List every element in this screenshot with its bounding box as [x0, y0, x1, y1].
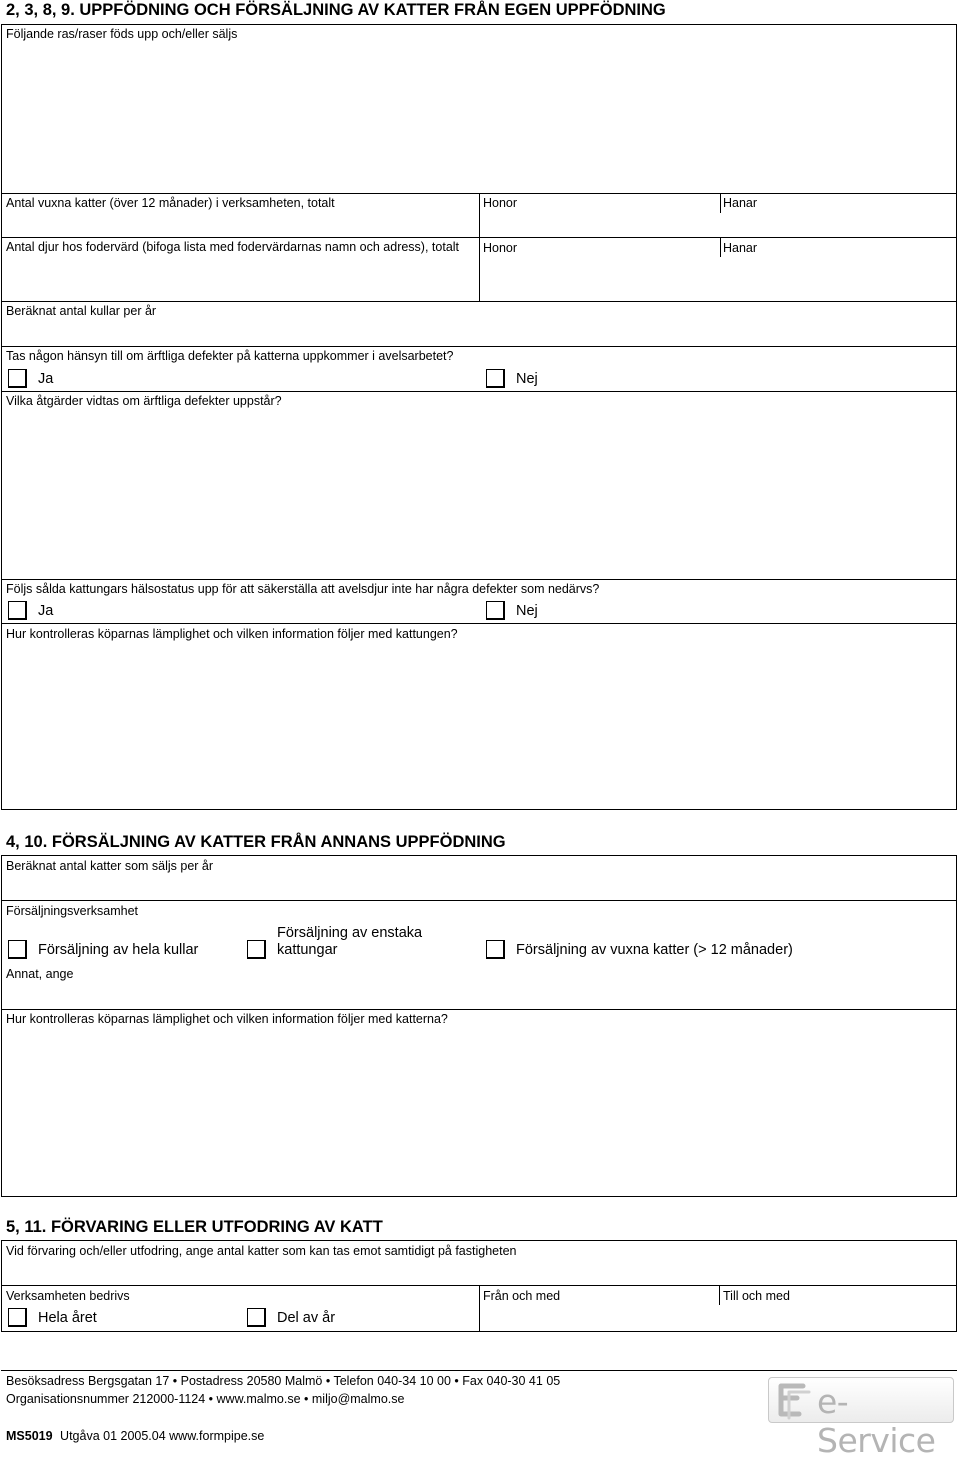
- cat-buyer-check-input[interactable]: [4, 1030, 954, 1194]
- litters-input[interactable]: [4, 322, 954, 344]
- hereditary-question: Tas någon hänsyn till om ärftliga defekter på katterna uppkommer i avelsarbetet?: [6, 349, 454, 363]
- kitten-buyer-check-input[interactable]: [4, 645, 954, 807]
- form-id: MS5019: [6, 1429, 53, 1443]
- other-label: Annat, ange: [6, 967, 74, 981]
- section-title-own-breeding: 2, 3, 8, 9. UPPFÖDNING OCH FÖRSÄLJNING AV KATTER FRÅN EGEN UPPFÖDNING: [6, 1, 666, 19]
- footer-address: Besöksadress Bergsgatan 17 • Postadress 20580 Malmö • Telefon 040-34 10 00 • Fax 040-30 41 05: [6, 1374, 561, 1388]
- part-year-checkbox[interactable]: [247, 1308, 266, 1327]
- footer-org-info: Organisationsnummer 212000-1124 • www.malmo.se • miljo@malmo.se: [6, 1392, 405, 1406]
- foster-male-label: Hanar: [723, 241, 758, 255]
- from-date-label: Från och med: [483, 1289, 561, 1303]
- adult-male-label: Hanar: [723, 196, 758, 210]
- hereditary-no-label: Nej: [516, 371, 538, 387]
- health-yes-checkbox[interactable]: [8, 601, 27, 620]
- period-label: Verksamheten bedrivs: [6, 1289, 130, 1303]
- hereditary-yes-checkbox[interactable]: [8, 369, 27, 388]
- kitten-buyer-check-label: Hur kontrolleras köparnas lämplighet och vilken information följer med kattungen?: [6, 627, 458, 641]
- litters-label: Beräknat antal kullar per år: [6, 304, 157, 318]
- adult-cats-option-label: Försäljning av vuxna katter (> 12 månader): [516, 942, 793, 958]
- foster-female-input[interactable]: [530, 258, 710, 298]
- measures-input[interactable]: [4, 412, 954, 574]
- section-title-storage-feeding: 5, 11. FÖRVARING ELLER UTFODRING AV KATT: [6, 1218, 383, 1236]
- to-date-label: Till och med: [723, 1289, 790, 1303]
- measures-label: Vilka åtgärder vidtas om ärftliga defekter uppstår?: [6, 394, 282, 408]
- eservice-logo-icon: [773, 1378, 819, 1422]
- hereditary-no-checkbox[interactable]: [486, 369, 505, 388]
- adult-female-label: Honor: [483, 196, 518, 210]
- to-date-input[interactable]: [723, 1306, 951, 1328]
- adult-female-input[interactable]: [530, 194, 710, 234]
- eservice-logo-text: e-Service: [817, 1382, 936, 1460]
- hereditary-yes-label: Ja: [38, 371, 54, 387]
- health-followup-question: Följs sålda kattungars hälsostatus upp för att säkerställa att avelsdjur inte har några defekter som nedärvs?: [6, 582, 600, 596]
- cat-buyer-check-label: Hur kontrolleras köparnas lämplighet och vilken information följer med katterna?: [6, 1012, 448, 1026]
- capacity-input[interactable]: [4, 1262, 954, 1282]
- estimated-sales-input[interactable]: [4, 877, 954, 897]
- breeds-label: Följande ras/raser föds upp och/eller säljs: [6, 27, 238, 41]
- health-yes-label: Ja: [38, 603, 54, 619]
- other-input[interactable]: [80, 964, 950, 1004]
- sales-activity-label: Försäljningsverksamhet: [6, 904, 138, 918]
- foster-male-input[interactable]: [770, 258, 950, 298]
- form-footer: [6, 1429, 264, 1443]
- whole-year-checkbox[interactable]: [8, 1308, 27, 1327]
- adult-cats-label: Antal vuxna katter (över 12 månader) i verksamheten, totalt: [6, 196, 335, 210]
- part-year-label: Del av år: [277, 1310, 336, 1326]
- breeds-input[interactable]: [4, 44, 954, 190]
- foster-female-label: Honor: [483, 241, 518, 255]
- health-no-label: Nej: [516, 603, 538, 619]
- single-kittens-label: Försäljning av enstaka kattungar: [277, 925, 423, 958]
- form-version: Utgåva 01 2005.04 www.formpipe.se: [60, 1429, 265, 1443]
- eservice-logo: [768, 1377, 954, 1460]
- from-date-input[interactable]: [483, 1306, 711, 1328]
- foster-label: Antal djur hos fodervärd (bifoga lista med fodervärdarnas namn och adress), totalt: [6, 240, 460, 254]
- adult-cats-checkbox[interactable]: [486, 940, 505, 959]
- estimated-sales-label: Beräknat antal katter som säljs per år: [6, 859, 214, 873]
- whole-litters-label: Försäljning av hela kullar: [38, 942, 199, 958]
- section-title-other-breeding: 4, 10. FÖRSÄLJNING AV KATTER FRÅN ANNANS UPPFÖDNING: [6, 833, 506, 851]
- whole-year-label: Hela året: [38, 1310, 97, 1326]
- whole-litters-checkbox[interactable]: [8, 940, 27, 959]
- footer-divider: [1, 1370, 957, 1371]
- health-no-checkbox[interactable]: [486, 601, 505, 620]
- capacity-label: Vid förvaring och/eller utfodring, ange antal katter som kan tas emot samtidigt på fastigheten: [6, 1244, 517, 1258]
- adult-male-input[interactable]: [770, 194, 950, 234]
- single-kittens-checkbox[interactable]: [247, 940, 266, 959]
